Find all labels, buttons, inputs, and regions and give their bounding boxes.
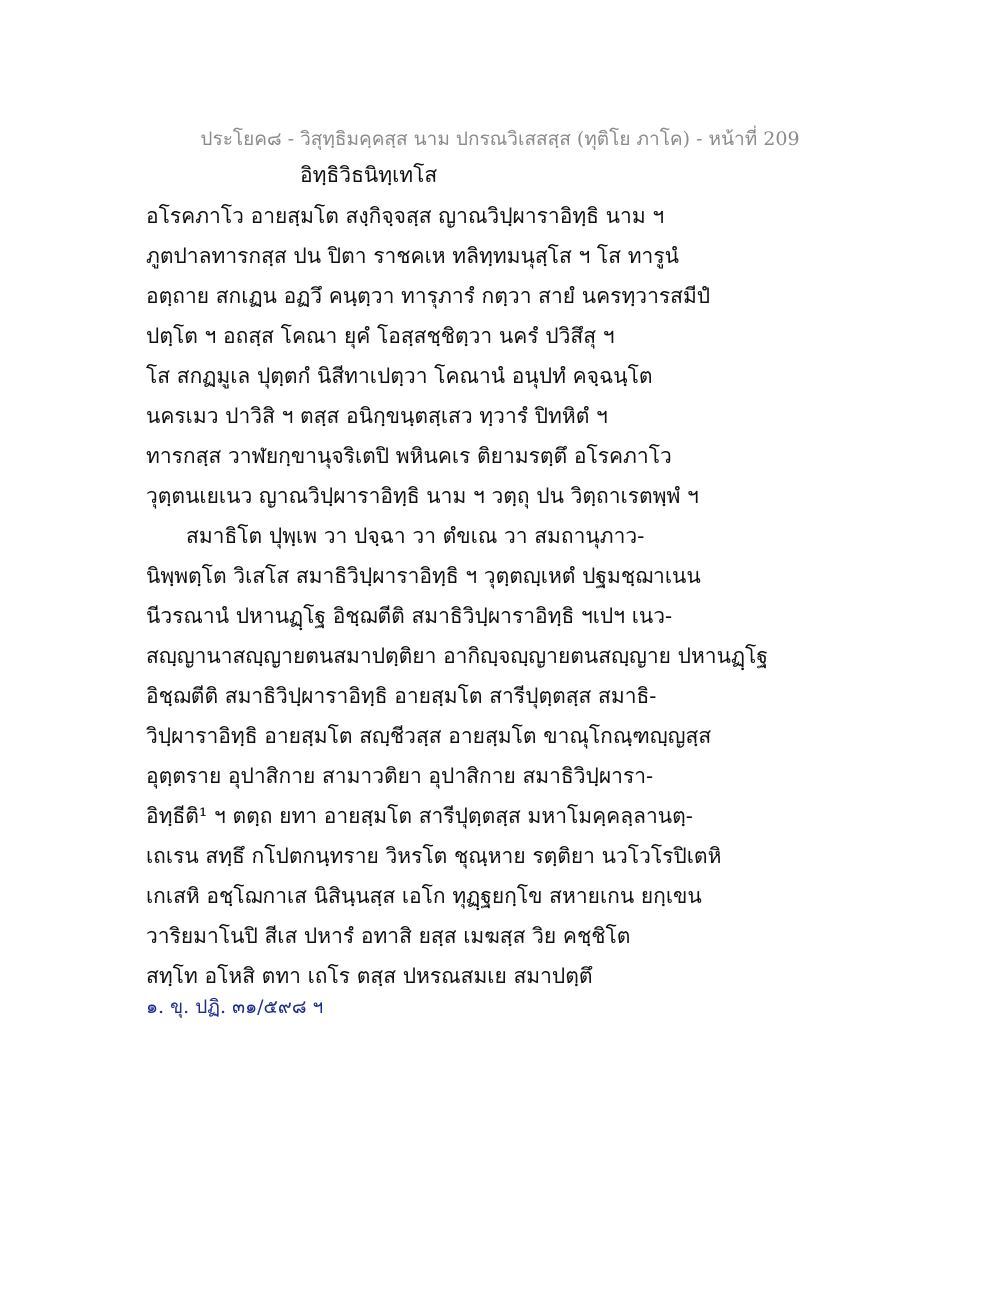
text-line: อิชฺฌตีติ สมาธิวิปฺผาราอิทฺธิ อายสฺมโต สารีปุตฺตสฺส สมาธิ-: [146, 684, 657, 708]
text-line: สทฺโท อโหสิ ตทา เถโร ตสฺส ปหรณสมเย สมาปตฺตึ: [146, 964, 593, 988]
text-line: วิปฺผาราอิทฺธิ อายสฺมโต สญฺชีวสฺส อายสฺมโต ขาณุโกณฺฑญฺญสฺส: [146, 724, 712, 748]
text-line: เกเสหิ อชฺโฌกาเส นิสินฺนสฺส เอโก ทุฏฺฐยกฺโข สหายเกน ยกฺเขน: [146, 884, 702, 908]
text-line: อโรคภาโว อายสฺมโต สงฺกิจฺจสฺส ญาณวิปฺผาราอิทฺธิ นาม ฯ: [146, 204, 665, 228]
page-header: ประโยค๘ - วิสุทฺธิมคฺคสฺส นาม ปกรณวิเสสสฺส (ทุติโย ภาโค) - หน้าที่ 209: [200, 128, 800, 150]
text-line: ภูตปาลทารกสฺส ปน ปิตา ราชคเห ทลิทฺทมนุสฺโส ฯ โส ทารูนํ: [146, 244, 679, 268]
text-line: อตฺถาย สกเฏน อฏวึ คนฺตฺวา ทารุภารํ กตฺวา สายํ นครทฺวารสมีปํ: [146, 284, 711, 308]
text-line: ปตฺโต ฯ อถสฺส โคณา ยุคํ โอสฺสชฺชิตฺวา นครํ ปวิสึสุ ฯ: [146, 324, 615, 348]
text-line: เถเรน สทฺธึ กโปตกนฺทราย วิหรโต ชุณฺหาย รตฺติยา นวโวโรปิเตหิ: [146, 844, 722, 868]
text-line: นครเมว ปาวิสิ ฯ ตสฺส อนิกฺขนฺตสฺเสว ทฺวารํ ปิทหิตํ ฯ: [146, 404, 608, 428]
text-line: นีวรณานํ ปหานฏฺโฐ อิชฺฌตีติ สมาธิวิปฺผาราอิทฺธิ ฯเปฯ เนว-: [146, 604, 673, 628]
text-line: ทารกสฺส วาฬยกฺขานุจริเตปิ พหินคเร ติยามรตฺตึ อโรคภาโว: [146, 444, 672, 468]
section-title: อิทฺธิวิธนิทฺเทโส: [300, 163, 438, 187]
text-line: อิทฺธีติ¹ ฯ ตตฺถ ยทา อายสฺมโต สารีปุตฺตสฺส มหาโมคฺคลฺลานตฺ-: [146, 804, 693, 828]
text-line: อุตฺตราย อุปาสิกาย สามาวติยา อุปาสิกาย สมาธิวิปฺผารา-: [146, 764, 654, 788]
footnote: ๑. ขุ. ปฏิ. ๓๑/๕๙๘ ฯ: [146, 996, 324, 1018]
text-line: โส สกฏมูเล ปุตฺตกํ นิสีทาเปตฺวา โคณานํ อนุปทํ คจฺฉนฺโต: [146, 364, 653, 388]
text-line: สญฺญานาสญฺญายตนสมาปตฺติยา อากิญฺจญฺญายตนสญฺญาย ปหานฏฺโฐ: [146, 644, 768, 668]
text-line: วาริยมาโนปิ สีเส ปหารํ อทาสิ ยสฺส เมฆสฺส วิย คชฺชิโต: [146, 924, 631, 948]
text-line-paragraph-start: สมาธิโต ปุพฺเพ วา ปจฺฉา วา ตํขเณ วา สมถานุภาว-: [186, 524, 645, 548]
text-line: นิพฺพตฺโต วิเสโส สมาธิวิปฺผาราอิทฺธิ ฯ วุตฺตญฺเหตํ ปฐมชฺฌาเนน: [146, 564, 701, 588]
text-line: วุตฺตนเยเนว ญาณวิปฺผาราอิทฺธิ นาม ฯ วตฺถุ ปน วิตฺถาเรตพฺพํ ฯ: [146, 484, 699, 508]
body-text: [146, 196, 866, 996]
